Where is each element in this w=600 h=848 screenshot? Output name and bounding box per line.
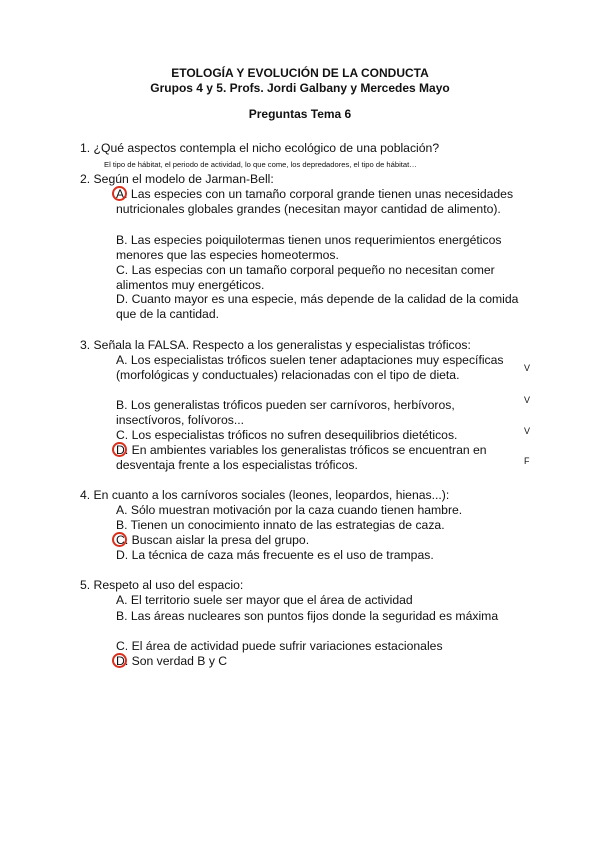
question-2: 2. Según el modelo de Jarman-Bell:: [80, 172, 274, 186]
section-title: Preguntas Tema 6: [248, 107, 352, 121]
answer-circle-icon: [112, 532, 127, 547]
question-4-option-b: B. Tienen un conocimiento innato de las estrategias de caza.: [116, 518, 445, 532]
question-3-option-c: C. Los especialistas tróficos no sufren desequilibrios dietéticos.: [116, 428, 458, 442]
true-false-mark: V: [524, 395, 531, 405]
question-2-option-c: C. Las especias con un tamaño corporal pequeño no necesitan comer alimentos muy energéticos.: [116, 263, 495, 292]
selected-answer-marker: D: [116, 443, 125, 458]
document-title: ETOLOGÍA Y EVOLUCIÓN DE LA CONDUCTA: [171, 66, 429, 80]
true-false-mark: V: [524, 426, 531, 436]
question-3-option-b: B. Los generalistas tróficos pueden ser carnívoros, herbívoros, insectívoros, folívoros...: [116, 398, 455, 427]
question-5: 5. Respeto al uso del espacio:: [80, 578, 244, 592]
question-5-option-b: B. Las áreas nucleares son puntos fijos donde la seguridad es máxima: [116, 609, 499, 623]
question-1-answer-note: El tipo de hábitat, el periodo de actividad, lo que come, los depredadores, el tipo de hábitat…: [104, 160, 417, 169]
selected-answer-marker: C: [116, 533, 125, 548]
selected-answer-marker: D: [116, 654, 125, 669]
question-4: 4. En cuanto a los carnívoros sociales (leones, leopardos, hienas...):: [80, 488, 450, 502]
answer-circle-icon: [112, 653, 127, 668]
question-2-option-a: A. Las especies con un tamaño corporal grande tienen unas necesidades nutricionales globales grandes (necesitan mayor cantidad de alimento).: [116, 187, 520, 217]
true-false-mark: F: [524, 456, 530, 466]
question-2-option-b: B. Las especies poiquilotermas tienen unos requerimientos energéticos menores que las especies homeotermos.: [116, 233, 502, 262]
true-false-mark: V: [524, 363, 531, 373]
document-subtitle: Grupos 4 y 5. Profs. Jordi Galbany y Mercedes Mayo: [150, 81, 450, 95]
question-2-option-d: D. Cuanto mayor es una especie, más depende de la calidad de la comida que de la cantidad.: [116, 292, 519, 321]
question-1: 1. ¿Qué aspectos contempla el nicho ecológico de una población?: [80, 141, 440, 155]
question-5-option-c: C. El área de actividad puede sufrir variaciones estacionales: [116, 639, 443, 653]
question-3-option-d: D. En ambientes variables los generalistas tróficos se encuentran en desventaja frente a los especialistas tróficos.: [116, 443, 520, 473]
question-5-option-d: D. Son verdad B y C: [116, 654, 520, 669]
question-4-option-a: A. Sólo muestran motivación por la caza cuando tienen hambre.: [116, 503, 463, 517]
question-3-option-a: A. Los especialistas tróficos suelen tener adaptaciones muy específicas (morfológicas y conductuales) relacionadas con el tipo de dieta.: [116, 353, 504, 382]
question-4-option-d: D. La técnica de caza más frecuente es el uso de trampas.: [116, 548, 434, 562]
question-3: 3. Señala la FALSA. Respecto a los generalistas y especialistas tróficos:: [80, 338, 471, 352]
question-5-option-a: A. El territorio suele ser mayor que el área de actividad: [116, 593, 413, 607]
question-4-option-c: C. Buscan aislar la presa del grupo.: [116, 533, 520, 548]
answer-circle-icon: [112, 442, 127, 457]
answer-circle-icon: [112, 186, 127, 201]
selected-answer-marker: A: [116, 187, 124, 202]
